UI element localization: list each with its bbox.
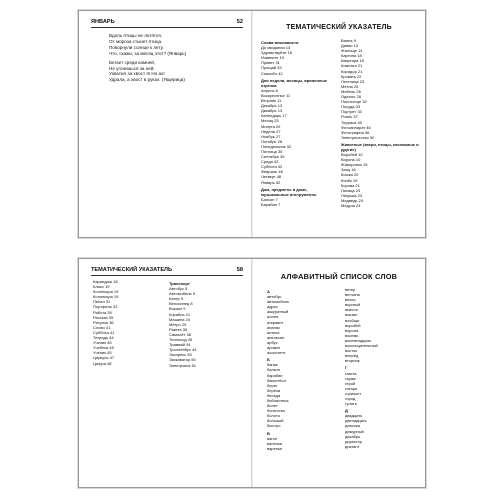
section-heading: А (267, 289, 270, 294)
index-entry: Посуда 33 (341, 104, 361, 110)
index-entry: адрес (267, 304, 279, 310)
index-entry: беседа (267, 392, 281, 398)
right-page (253, 259, 425, 487)
running-header (91, 17, 243, 28)
index-entry: Вторник 11 (261, 98, 282, 104)
index-entry: ветер (345, 287, 356, 292)
index-entry: Месяц 25 (261, 118, 279, 124)
index-entry: Электровоз 51 (169, 362, 197, 368)
index-entry: Извините 19 (261, 55, 285, 61)
index-entry: Учебник 45 (93, 345, 114, 351)
index-entry: гулять (345, 401, 357, 407)
verse-line: От мороза стынет птица. (109, 38, 163, 44)
riddles (109, 33, 186, 86)
index-entry: Заяц 16 (341, 167, 356, 173)
index-entry: Велосипед 8 (169, 301, 193, 307)
index-entry: Пятница 35 (261, 148, 283, 154)
index-entry: Конёк 19 (341, 177, 358, 183)
index-entry: апельсин (267, 334, 285, 340)
index-entry: восток (345, 348, 358, 354)
index-entry: вторник (345, 358, 360, 364)
index-entry: билет (267, 403, 278, 409)
index-entry: гараж (345, 375, 356, 381)
running-header (91, 265, 243, 276)
index-entry: Жилище 14 (341, 48, 363, 54)
section-heading: Дни недели, месяцы, временные отрезки (261, 77, 327, 88)
index-entry: Календарь 17 (261, 113, 287, 119)
index-entry: Одеяло 28 (341, 94, 361, 100)
index-entry: Теплоход 45 (169, 337, 193, 343)
index-entry: Ворона 10 (341, 157, 361, 163)
index-entry: Суббота 41 (93, 329, 115, 335)
index-entry: Февраль 46 (261, 169, 283, 175)
index-entry: Рисунок 36 (93, 319, 114, 325)
index-entry: ветчина (345, 292, 360, 298)
index-entry: Троллейбус 44 (169, 347, 197, 353)
index-entry: Декабрь 13 (261, 103, 283, 109)
index-entry: вперёд (345, 353, 359, 359)
index-entry: Жаворонок 15 (341, 162, 368, 168)
index-entry: Апрель 6 (261, 87, 278, 93)
index-entry: Барабан 7 (261, 201, 281, 207)
index-entry: вокзал (345, 312, 358, 318)
index-entry: Квартира 18 (341, 58, 364, 64)
index-entry: Привет 31 (261, 60, 280, 66)
index-entry: вместе (345, 307, 359, 313)
index-entry: Медуза 24 (341, 203, 361, 208)
index-entry: Работа 35 (93, 309, 112, 315)
section-heading: Животные (звери, птицы, насекомые и другие) (341, 141, 419, 152)
index-entry: Тетрадь 44 (93, 335, 114, 341)
section-heading: Б (267, 357, 270, 363)
index-entry: двенадцать (345, 418, 367, 424)
index-entry: Самолёт 38 (169, 331, 191, 337)
index-entry: валенки (267, 440, 283, 446)
index-entry: Вокзал 9 (169, 306, 186, 312)
index-entry: Циркуль 47 (93, 355, 115, 361)
index-entry: Полотенце 32 (341, 99, 367, 105)
index-entry: Цифра 48 (93, 360, 112, 366)
index-entry: Карандаш 18 (93, 279, 118, 284)
index-entry: багаж (267, 362, 278, 368)
index-entry: Метро 25 (169, 321, 187, 327)
index-entry: ворона (345, 327, 359, 333)
index-entry: Октябрь 28 (261, 138, 283, 144)
index-entry: Прощай 33 (261, 65, 282, 71)
index-entry: большой (267, 418, 284, 424)
index-entry: Фотоаппарат 46 (341, 124, 371, 130)
word-list-title: АЛФАВИТНЫЙ СПИСОК СЛОВ (280, 272, 398, 281)
verse-line: Не угонишься за ней. (109, 65, 155, 71)
index-entry: Медведь 24 (341, 197, 364, 203)
index-entry: горизонт (345, 390, 362, 396)
index-entry: Метла 25 (341, 83, 359, 89)
left-page (79, 259, 251, 487)
index-entry: Четверг 48 (261, 174, 282, 180)
verse-line: Поворнули солнце к лету. (109, 44, 164, 50)
header-title: ЯНВАРЬ (91, 19, 115, 25)
index-entry: баскетбол (267, 377, 286, 383)
index-entry: дежурный (345, 428, 364, 434)
word-column (267, 287, 337, 451)
section-heading: Г (345, 365, 348, 371)
index-entry: Пенал 31 (93, 299, 111, 305)
top-book-spread (78, 10, 426, 238)
index-entry: библиотека (267, 397, 289, 403)
index-entry: Корабль 21 (169, 311, 191, 317)
right-page (253, 11, 425, 237)
index-entry: город (345, 395, 356, 401)
index-entry: ассистент (267, 350, 286, 356)
index-entry: Портрет 33 (341, 109, 362, 115)
index-entry: Ванна 9 (341, 38, 356, 43)
verse-line: Ухватил за хвост я! Но ах! (109, 71, 165, 77)
index-entry: Экспресс 50 (169, 352, 192, 358)
riddle (109, 33, 186, 57)
index-entry: Среда 42 (261, 159, 279, 165)
index-entry: Лягушка 23 (341, 192, 363, 198)
index-entry: вкусный (345, 302, 361, 308)
index-entry: директор (345, 438, 363, 444)
index-entry: Портфель 33 (93, 304, 118, 310)
index-entry: До свидания 14 (261, 45, 291, 51)
index-entry: Мебель 26 (341, 88, 361, 94)
index-entry: Трамвай 44 (169, 342, 191, 348)
index-entry: восклицательный (345, 343, 378, 349)
index-entry: Терраса 45 (341, 119, 362, 125)
index-entry: болото (267, 413, 280, 419)
index-entry: Ракета 35 (169, 326, 188, 332)
index-entry: Спасибо 42 (261, 70, 283, 76)
index-entry: Ноябрь 27 (261, 133, 281, 139)
riddle (109, 60, 186, 84)
index-entry: аромат (267, 345, 281, 351)
index-entry: Воскресенье 11 (261, 92, 291, 98)
index-entry: Картина 18 (341, 53, 362, 59)
index-entry: Кровать 22 (341, 73, 362, 79)
index-entry: Класс 19 (93, 284, 110, 290)
index-entry: Здравствуйте 16 (261, 50, 292, 56)
index-entry: Коридор 21 (341, 68, 363, 74)
index-entry: Суббота 42 (261, 164, 283, 170)
index-column (261, 38, 336, 207)
verse-line: Удрала, а хвост в руках. (Ящерица) (109, 77, 185, 83)
index-entry: ананас (267, 324, 281, 330)
page-number: 52 (236, 19, 243, 25)
index-entry: вообще (345, 317, 360, 323)
index-column (93, 279, 163, 366)
verse-line: Вдоль птицы не летятся, (109, 33, 163, 38)
verse-line: Бегает среди камней, (109, 59, 156, 65)
index-entry: Минута 29 (261, 123, 281, 129)
word-column (345, 287, 415, 449)
index-entry: автомобиль (267, 299, 290, 305)
index-entry: Коллекция 19 (93, 294, 119, 300)
index-entry: богатство (267, 408, 285, 414)
section-heading: Транспорт (169, 281, 190, 286)
index-entry: арбуз (267, 339, 278, 345)
index-entry: диктант (345, 443, 360, 449)
index-entry: Январь 52 (261, 179, 281, 185)
index-entry: Сентябрь 39 (261, 154, 285, 160)
index-column (341, 38, 419, 208)
index-entry: декабрь (345, 433, 361, 439)
section-heading: Слова вежливости (261, 40, 299, 45)
index-entry: Кошка 20 (341, 172, 359, 178)
index-entry: Лестница 23 (341, 78, 365, 84)
index-entry: аптека (267, 329, 280, 335)
index-entry: Дикабрь 13 (261, 108, 283, 114)
index-entry: Комната 21 (341, 63, 363, 69)
index-entry: двадцать (345, 413, 363, 419)
section-heading: Д (345, 408, 348, 414)
index-entry: балкон (267, 367, 280, 373)
index-entry: Фотография 46 (341, 129, 370, 135)
index-entry: Рассказ 35 (93, 314, 114, 320)
index-entry: Машина 24 (169, 316, 191, 322)
index-entry: берёза (267, 387, 280, 393)
index-entry: Электричество 50 (341, 134, 375, 140)
index-entry: девочка (345, 423, 360, 429)
page-number: 58 (236, 267, 243, 273)
index-entry: Экскаватор 50 (169, 357, 196, 363)
index-title: ТЕМАТИЧЕСКИЙ УКАЗАТЕЛЬ (286, 24, 392, 31)
index-entry: Автомобиль 5 (169, 291, 195, 297)
verse-line: Что, скажи, за месяц этот? (Январь) (109, 50, 187, 56)
index-entry: гитара (345, 385, 358, 391)
index-entry: Рояль 37 (341, 114, 358, 120)
index-entry: вечер (345, 297, 356, 303)
index-column (169, 279, 247, 368)
index-entry: Коллекция 19 (93, 289, 119, 295)
index-entry: Ученик 45 (93, 340, 112, 346)
index-entry: Слово 41 (93, 324, 111, 330)
index-entry: вагон (267, 435, 278, 441)
index-entry: варенье (267, 445, 283, 451)
index-entry: автобус (267, 294, 282, 300)
bottom-book-spread (78, 258, 426, 488)
index-entry: быстро (267, 423, 281, 429)
index-entry: герой (345, 380, 356, 386)
index-entry: аккуратный (267, 309, 289, 315)
index-entry: алфавит (267, 319, 284, 325)
section-heading: Дом, предметы в доме, музыкальные инструменты (261, 186, 317, 197)
index-entry: аллея (267, 314, 279, 320)
index-entry: берег (267, 382, 278, 388)
index-entry: Воробей 10 (341, 152, 363, 158)
index-entry: восемь (345, 332, 359, 338)
index-entry: Корова 21 (341, 182, 360, 188)
index-entry: газета (345, 370, 357, 376)
index-entry: Неделя 27 (261, 128, 281, 134)
index-entry: Понедельник 32 (261, 143, 292, 149)
left-page (79, 11, 251, 237)
header-title: ТЕМАТИЧЕСКИЙ УКАЗАТЕЛЬ (91, 267, 173, 273)
index-entry: воробей (345, 322, 361, 328)
index-entry: восемнадцать (345, 337, 372, 343)
index-entry: Ученик 45 (93, 350, 112, 356)
index-entry: Автобус 5 (169, 286, 188, 292)
index-entry: Диван 13 (341, 43, 359, 49)
section-heading: В (267, 430, 270, 436)
index-entry: Катер 5 (169, 296, 184, 302)
index-entry: барабан (267, 372, 283, 378)
index-entry: Лисица 23 (341, 187, 361, 193)
index-entry: Балкон 7 (261, 196, 278, 202)
